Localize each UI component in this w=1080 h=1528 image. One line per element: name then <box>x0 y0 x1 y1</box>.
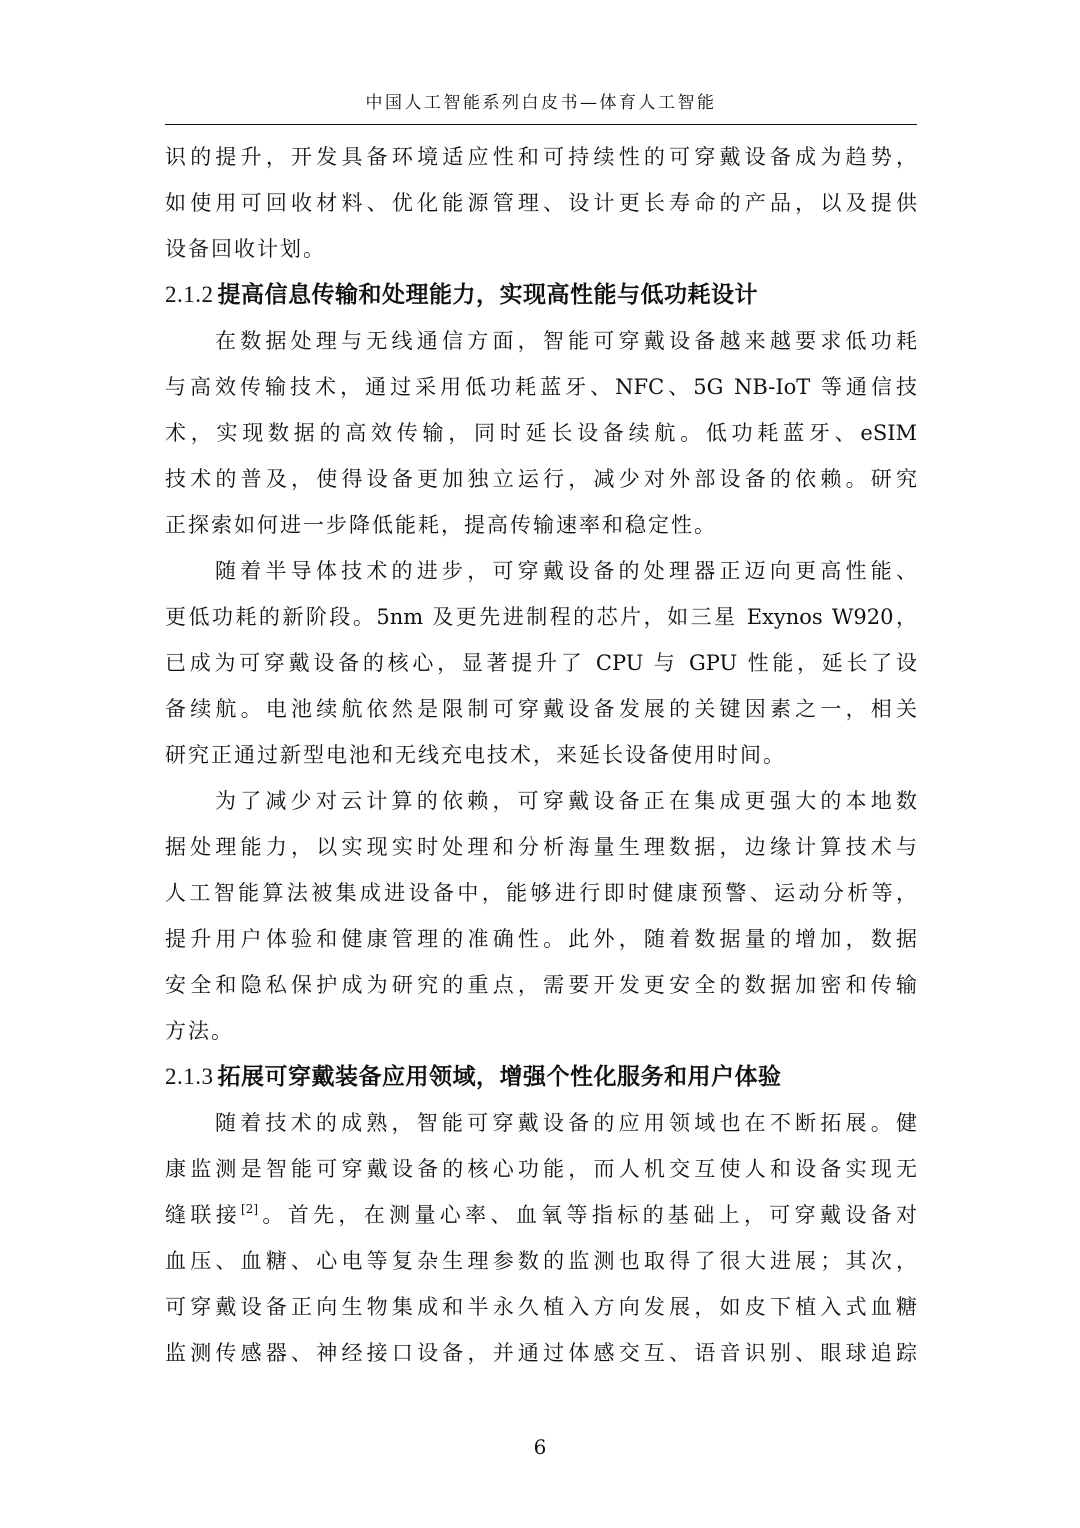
text-line: 血压、血糖、心电等复杂生理参数的监测也取得了很大进展；其次， <box>165 1249 917 1273</box>
text-line: 提升用户体验和健康管理的准确性。此外，随着数据量的增加，数据 <box>165 927 917 951</box>
text-line: 据处理能力，以实现实时处理和分析海量生理数据，边缘计算技术与 <box>165 835 917 859</box>
text-fragment: 。首先，在测量心率、血氧等指标的基础上，可穿戴设备对 <box>258 1203 918 1227</box>
text-line: 在数据处理与无线通信方面，智能可穿戴设备越来越要求低功耗 <box>215 329 917 353</box>
text-line: 研究正通过新型电池和无线充电技术，来延长设备使用时间。 <box>165 743 786 767</box>
paragraph <box>165 778 917 1054</box>
paragraph <box>165 318 917 548</box>
text-line: 备续航。电池续航依然是限制可穿戴设备发展的关键因素之一，相关 <box>165 697 917 721</box>
text-line: 如使用可回收材料、优化能源管理、设计更长寿命的产品，以及提供 <box>165 191 917 215</box>
text-line: 与高效传输技术，通过采用低功耗蓝牙、NFC、5G NB-IoT 等通信技 <box>165 375 917 399</box>
text-line <box>165 1192 917 1238</box>
page-number: 6 <box>533 1435 547 1459</box>
section-title: 提高信息传输和处理能力，实现高性能与低功耗设计 <box>217 282 758 308</box>
text-line: 安全和隐私保护成为研究的重点，需要开发更安全的数据加密和传输 <box>165 973 917 997</box>
section-number: 2.1.2 <box>165 282 214 307</box>
text-line: 监测传感器、神经接口设备，并通过体感交互、语音识别、眼球追踪 <box>165 1341 917 1365</box>
body-text <box>165 134 917 1376</box>
text-line: 方法。 <box>165 1019 234 1043</box>
text-line: 康监测是智能可穿戴设备的核心功能，而人机交互使人和设备实现无 <box>165 1157 917 1181</box>
section-heading-2-1-2 <box>165 272 917 318</box>
text-line: 设备回收计划。 <box>165 237 326 261</box>
running-header: 中国人工智能系列白皮书—体育人工智能 <box>365 93 717 113</box>
text-line: 随着半导体技术的进步，可穿戴设备的处理器正迈向更高性能、 <box>215 559 917 583</box>
text-line: 人工智能算法被集成进设备中，能够进行即时健康预警、运动分析等， <box>165 881 917 905</box>
paragraph <box>165 548 917 778</box>
text-line: 识的提升，开发具备环境适应性和可持续性的可穿戴设备成为趋势， <box>165 145 917 169</box>
citation-reference: [2] <box>241 1202 259 1216</box>
text-line: 随着技术的成熟，智能可穿戴设备的应用领域也在不断拓展。健 <box>215 1111 917 1135</box>
paragraph <box>165 1100 917 1376</box>
text-line: 术，实现数据的高效传输，同时延长设备续航。低功耗蓝牙、eSIM <box>165 421 917 445</box>
paragraph <box>165 134 917 272</box>
text-line: 技术的普及，使得设备更加独立运行，减少对外部设备的依赖。研究 <box>165 467 917 491</box>
text-fragment: 缝联接 <box>165 1203 242 1227</box>
text-line: 正探索如何进一步降低能耗，提高传输速率和稳定性。 <box>165 513 717 537</box>
section-heading-2-1-3 <box>165 1054 917 1100</box>
text-line: 更低功耗的新阶段。5nm 及更先进制程的芯片，如三星 Exynos W920， <box>165 605 917 629</box>
header-divider <box>165 124 917 125</box>
text-line: 已成为可穿戴设备的核心，显著提升了 CPU 与 GPU 性能，延长了设 <box>165 651 917 675</box>
text-line: 为了减少对云计算的依赖，可穿戴设备正在集成更强大的本地数 <box>215 789 917 813</box>
text-line: 可穿戴设备正向生物集成和半永久植入方向发展，如皮下植入式血糖 <box>165 1295 917 1319</box>
section-number: 2.1.3 <box>165 1064 214 1089</box>
section-title: 拓展可穿戴装备应用领域，增强个性化服务和用户体验 <box>217 1064 782 1090</box>
